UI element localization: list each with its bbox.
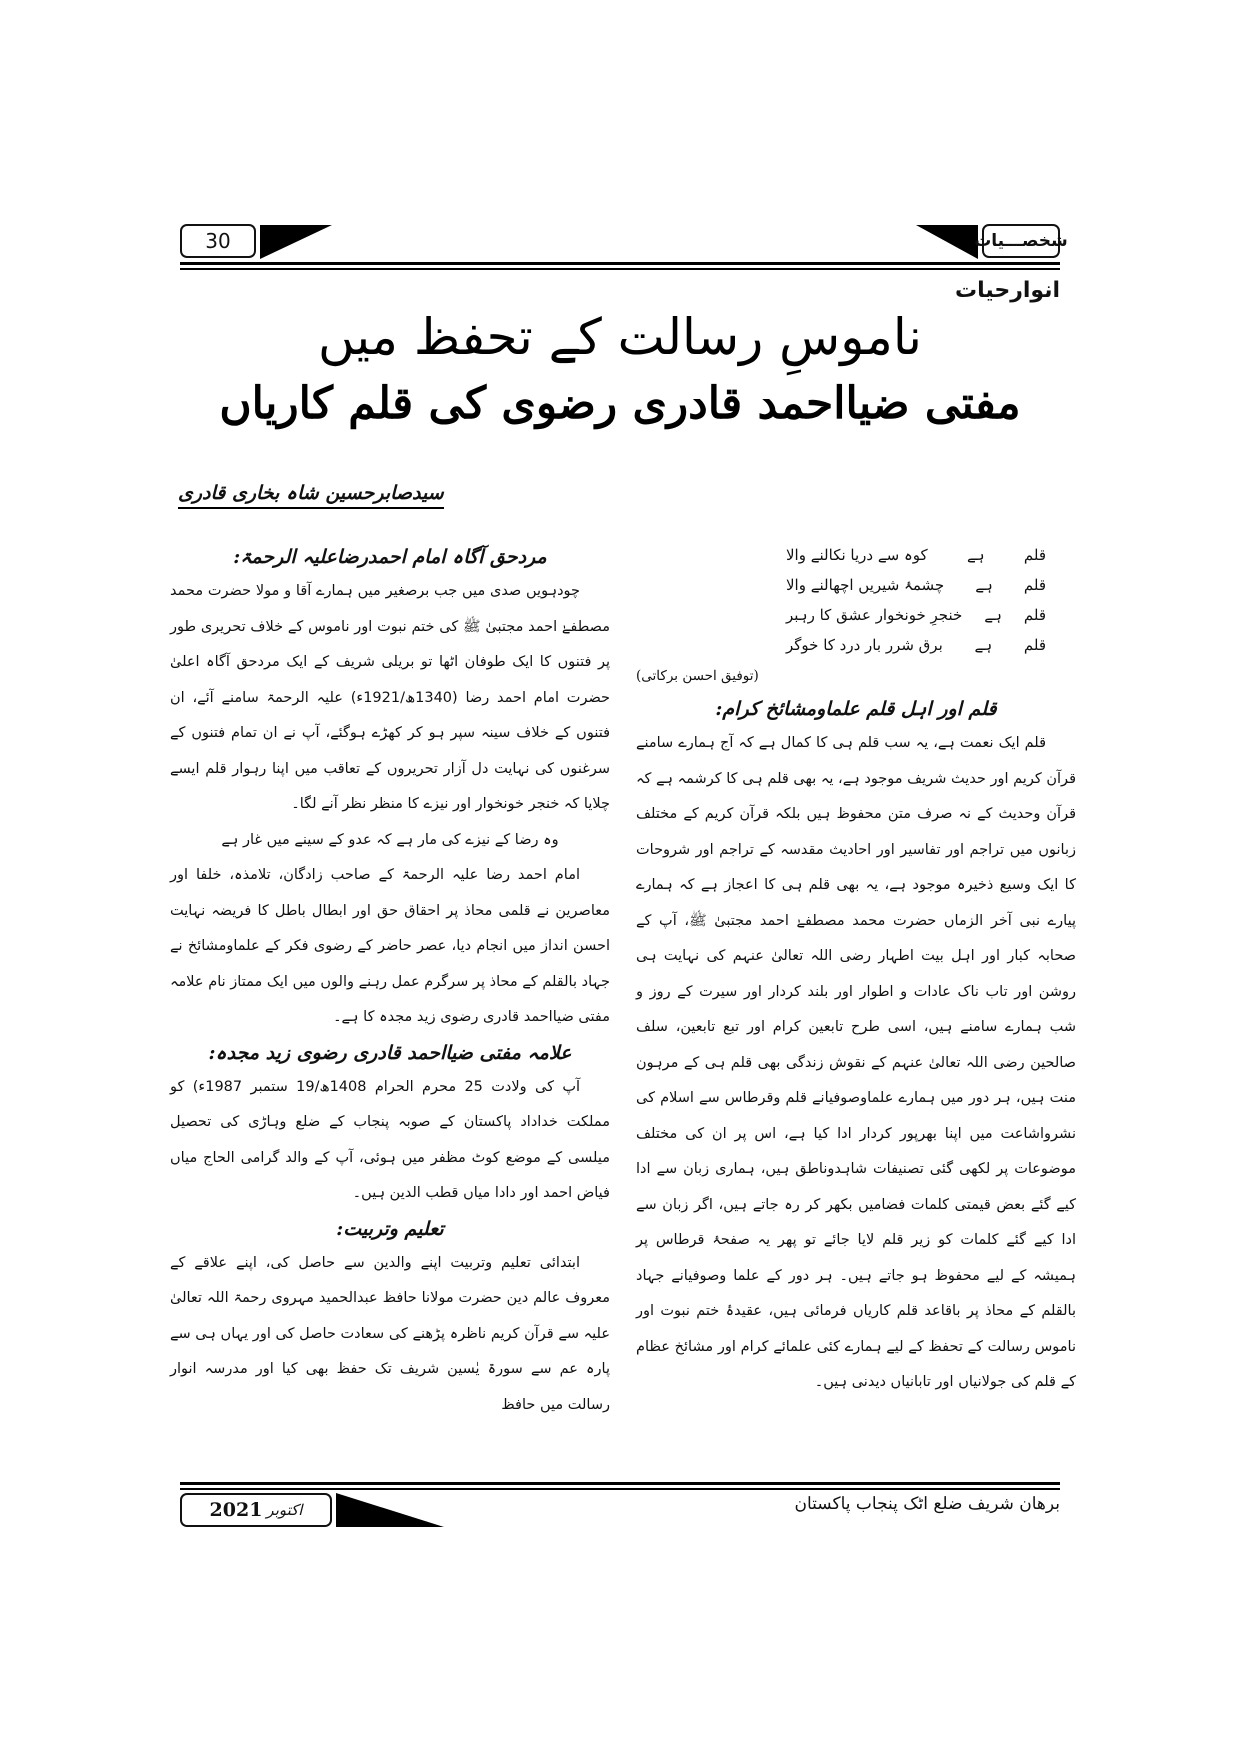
header-rule-thin <box>180 268 1060 270</box>
page-number: 30 <box>205 229 231 253</box>
poem-word: ہے <box>984 606 1002 624</box>
issue-date-box <box>180 1493 332 1527</box>
section-heading: مردحق آگاہ امام احمدرضاعلیہ الرحمۃ: <box>233 546 547 568</box>
right-column <box>636 540 1076 1401</box>
page-header <box>180 224 1068 270</box>
poem-word: قلم <box>1023 636 1046 654</box>
footer-rule-thick <box>180 1482 1060 1485</box>
body-paragraph: ابتدائی تعلیم وتربیت اپنے والدین سے حاصل کی، اپنے علاقے کے معروف عالم دین حضرت مولانا حافظ عبدالحمید مہروی رحمۃ اللہ تعالیٰ علیہ سے قرآن کریم ناظرہ پڑھنے کی سعادت حاصل کی اور یہاں ہی سے پارہ عم سے سورۃ یٰسین شریف تک حفظ بھی کیا اور مدرسہ انوار رسالت میں حافظ <box>170 1254 610 1413</box>
issue-year: 2021 <box>209 1499 263 1521</box>
issue-month: اکتوبر <box>266 1501 303 1519</box>
poem-word: ہے <box>974 636 993 654</box>
page-footer <box>180 1482 1060 1536</box>
body-paragraph: قلم ایک نعمت ہے، یہ سب قلم ہی کا کمال ہے کہ آج ہمارے سامنے قرآن کریم اور حدیث شریف موجود ہے، یہ بھی قلم ہی کا کرشمہ ہے کہ قرآن وحدیث کے نہ صرف متن محفوظ ہیں بلکہ قرآن کریم کے مختلف زبانوں میں تراجم اور تفاسیر اور احادیث مقدسہ کے تراجم اور شروحات کا ایک وسیع ذخیرہ موجود ہے، یہ بھی قلم ہی کا اعجاز ہے کہ ہمارے پیارے نبی آخر الزماں حضرت محمد مصطفےٰ احمد مجتبیٰ ﷺ، آپ کے صحابہ کبار اور اہل بیت اطہار رضی اللہ تعالیٰ عنہم کی نہایت ہی روشن اور تاب ناک عادات و اطوار اور بلند کردار اور سیرت کے روز و شب ہمارے سامنے ہیں، اسی طرح تابعین کرام اور تبع تابعین، سلف صالحین رضی اللہ تعالیٰ عنہم کے نقوش زندگی بھی قلم ہی کے مرہون منت ہیں، ہر دور میں ہمارے علماوصوفیانے قلم وقرطاس سے اسلام کی نشرواشاعت میں اپنا بھرپور کردار ادا کیا ہے، اس پر ان کی مختلف موضوعات پر لکھی گئی تصنیفات شاہدوناطق ہیں، ہماری زبان سے ادا کیے گئے بعض قیمتی کلمات فضامیں بکھر کر رہ جاتے ہیں، اگر زبان سے ادا کیے گئے کلمات کو زیر قلم لایا جائے تو پھر یہ صفحۂ قرطاس پر ہمیشہ کے لیے محفوظ ہو جاتے ہیں۔ ہر دور کے علما وصوفیانے جہاد بالقلم کے محاذ پر باقاعد قلم کاریاں فرمائی ہیں، عقیدۂ ختم نبوت اور ناموس رسالت کے تحفظ کے لیے ہمارے کئی علمائے کرام اور مشائخ عظام کے قلم کی جولانیاں اور تابانیاں دیدنی ہیں۔ <box>636 735 1076 1390</box>
poem-text: کوہ سے دریا نکالنے والا <box>786 546 928 564</box>
poem-credit: (توفیق احسن برکاتی) <box>636 668 759 684</box>
poem-word: قلم <box>1023 606 1046 624</box>
poem-word: ہے <box>975 576 993 594</box>
poem-word: قلم <box>1023 546 1046 564</box>
article-author: سیدصابرحسین شاہ بخاری قادری <box>178 482 444 509</box>
article-title-line-1: ناموسِ رسالت کے تحفظ میں <box>318 308 922 366</box>
section-label: شخصـــیات <box>974 231 1068 251</box>
publication-place: برھان شریف ضلع اٹک پنجاب پاکستان <box>794 1494 1060 1514</box>
column-kicker: انوارحیات <box>954 278 1060 303</box>
header-wedge-left-icon <box>260 225 332 259</box>
poem-text: برق شرر بار درد کا خوگر <box>786 636 943 654</box>
section-label-box <box>974 224 1068 258</box>
poem-text: چشمۂ شیریں اچھالنے والا <box>786 576 945 594</box>
quoted-verse: وہ رضا کے نیزے کی مار ہے کہ عدو کے سینے میں غار ہے <box>221 831 559 848</box>
poem-block <box>636 540 1076 692</box>
left-column <box>170 540 610 1423</box>
poem-word: ہے <box>966 546 985 564</box>
poem-word: قلم <box>1023 576 1046 594</box>
poem-line <box>786 540 1046 570</box>
article-title-line-2: مفتی ضیااحمد قادری رضوی کی قلم کاریاں <box>219 378 1021 429</box>
poem-line <box>786 600 1046 630</box>
poem-line <box>786 570 1046 600</box>
footer-wedge-icon <box>336 1493 444 1527</box>
section-heading: تعلیم وتربیت: <box>336 1217 444 1240</box>
poem-text: خنجرِ خونخوار عشق کا رہبر <box>786 606 963 624</box>
section-heading: علامہ مفتی ضیااحمد قادری رضوی زید مجدہ: <box>208 1041 572 1064</box>
page-number-box <box>180 224 256 258</box>
poem-line <box>786 630 1046 660</box>
header-wedge-right-icon <box>916 225 978 259</box>
footer-rule-thin <box>180 1488 1060 1490</box>
section-heading: قلم اور اہل قلم علماومشائخ کرام: <box>715 698 997 720</box>
body-paragraph: امام احمد رضا علیہ الرحمۃ کے صاحب زادگان، تلامذہ، خلفا اور معاصرین نے قلمی محاذ پر احقاق حق اور ابطال باطل کا فریضہ نہایت احسن انداز میں انجام دیا، عصر حاضر کے رضوی فکر کے علماومشائخ نے جہاد بالقلم کے محاذ پر سرگرم عمل رہنے والوں میں ایک ممتاز نام علامہ مفتی ضیااحمد قادری رضوی زید مجدہ کا ہے۔ <box>170 867 610 1025</box>
header-rule-thick <box>180 262 1060 265</box>
body-paragraph: آپ کی ولادت 25 محرم الحرام 1408ھ/19 ستمبر 1987ء) کو مملکت خداداد پاکستان کے صوبہ پنجاب کے ضلع وہاڑی کی تحصیل میلسی کے موضع کوٹ مظفر میں ہوئی، آپ کے والد گرامی الحاج میاں فیاض احمد اور دادا میاں قطب الدین ہیں۔ <box>170 1078 610 1201</box>
body-paragraph: چودہویں صدی میں جب برصغیر میں ہمارے آقا و مولا حضرت محمد مصطفےٰ احمد مجتبیٰ ﷺ کی ختم نبوت اور ناموس کے خلاف تحریری طور پر فتنوں کا ایک طوفان اٹھا تو بریلی شریف کے ایک مردحق آگاہ اعلیٰ حضرت امام احمد رضا (1340ھ/1921ء) علیہ الرحمۃ سامنے آئے، ان فتنوں کے خلاف سینہ سپر ہو کر کھڑے ہوگئے، آپ نے ان تمام فتنوں کے سرغنوں کی نہایت دل آزار تحریروں کے تعاقب میں اپنا رہوار قلم ایسے چلایا کہ خنجر خونخوار اور نیزے کا منظر نظر آنے لگا۔ <box>170 583 610 812</box>
